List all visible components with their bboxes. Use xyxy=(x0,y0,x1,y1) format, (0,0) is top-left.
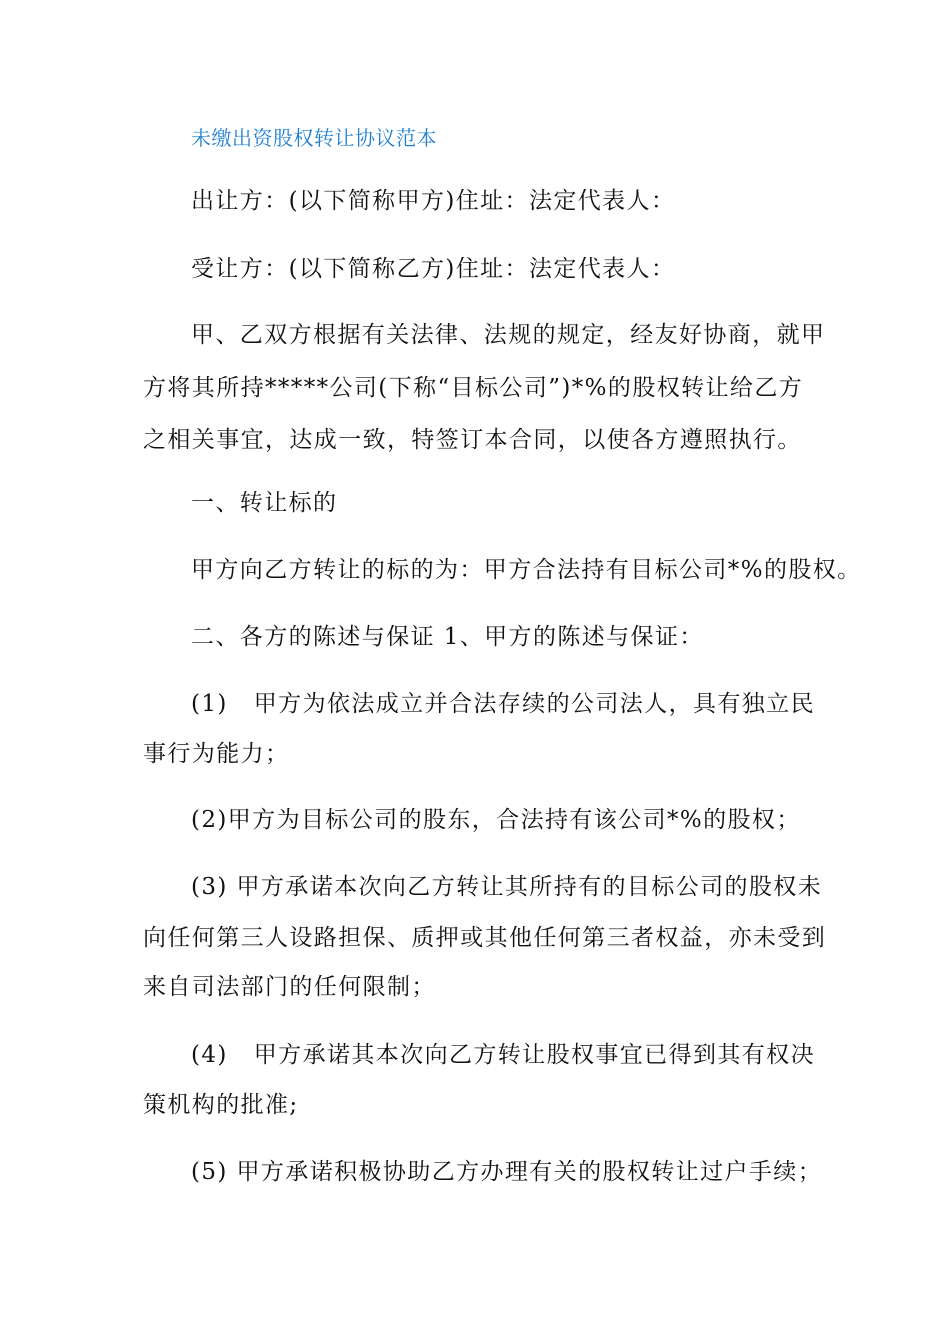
section-1-heading: 一、转让标的 xyxy=(191,490,338,516)
transferee-line: 受让方：(以下简称乙方)住址：法定代表人： xyxy=(191,256,676,282)
item-3-line-3: 来自司法部门的任何限制； xyxy=(143,974,436,1000)
item-2: (2)甲方为目标公司的股东，合法持有该公司*%的股权； xyxy=(191,807,801,833)
intro-line-1: 甲、乙双方根据有关法律、法规的规定，经友好协商，就甲 xyxy=(191,322,826,348)
intro-line-3: 之相关事宜，达成一致，特签订本合同，以使各方遵照执行。 xyxy=(143,427,802,453)
document-title: 未缴出资股权转让协议范本 xyxy=(191,126,437,150)
item-4-line-2: 策机构的批准; xyxy=(143,1092,299,1118)
item-5: (5) 甲方承诺积极协助乙方办理有关的股权转让过户手续； xyxy=(191,1159,823,1185)
item-4-number: (4) xyxy=(191,1042,228,1068)
transferor-line: 出让方：(以下简称甲方)住址：法定代表人： xyxy=(191,188,676,214)
item-1-text: 甲方为依法成立并合法存续的公司法人，具有独立民 xyxy=(253,691,815,717)
section-2-heading: 二、各方的陈述与保证 1、甲方的陈述与保证： xyxy=(191,624,704,650)
item-1-number: (1) xyxy=(191,691,228,717)
item-3-line-1: (3) 甲方承诺本次向乙方转让其所持有的目标公司的股权未 xyxy=(191,874,823,900)
item-1-line-2: 事行为能力； xyxy=(143,741,290,767)
item-3-line-2: 向任何第三人设路担保、质押或其他任何第三者权益，亦未受到 xyxy=(143,925,827,951)
item-4-text: 甲方承诺其本次向乙方转让股权事宜已得到其有权决 xyxy=(253,1042,815,1068)
section-1-text: 甲方向乙方转让的标的为：甲方合法持有目标公司*%的股权。 xyxy=(191,557,862,583)
item-4-line-1 xyxy=(191,1036,815,1069)
item-1-line-1 xyxy=(191,685,815,718)
intro-line-2: 方将其所持*****公司(下称“目标公司”)*%的股权转让给乙方 xyxy=(143,375,804,401)
